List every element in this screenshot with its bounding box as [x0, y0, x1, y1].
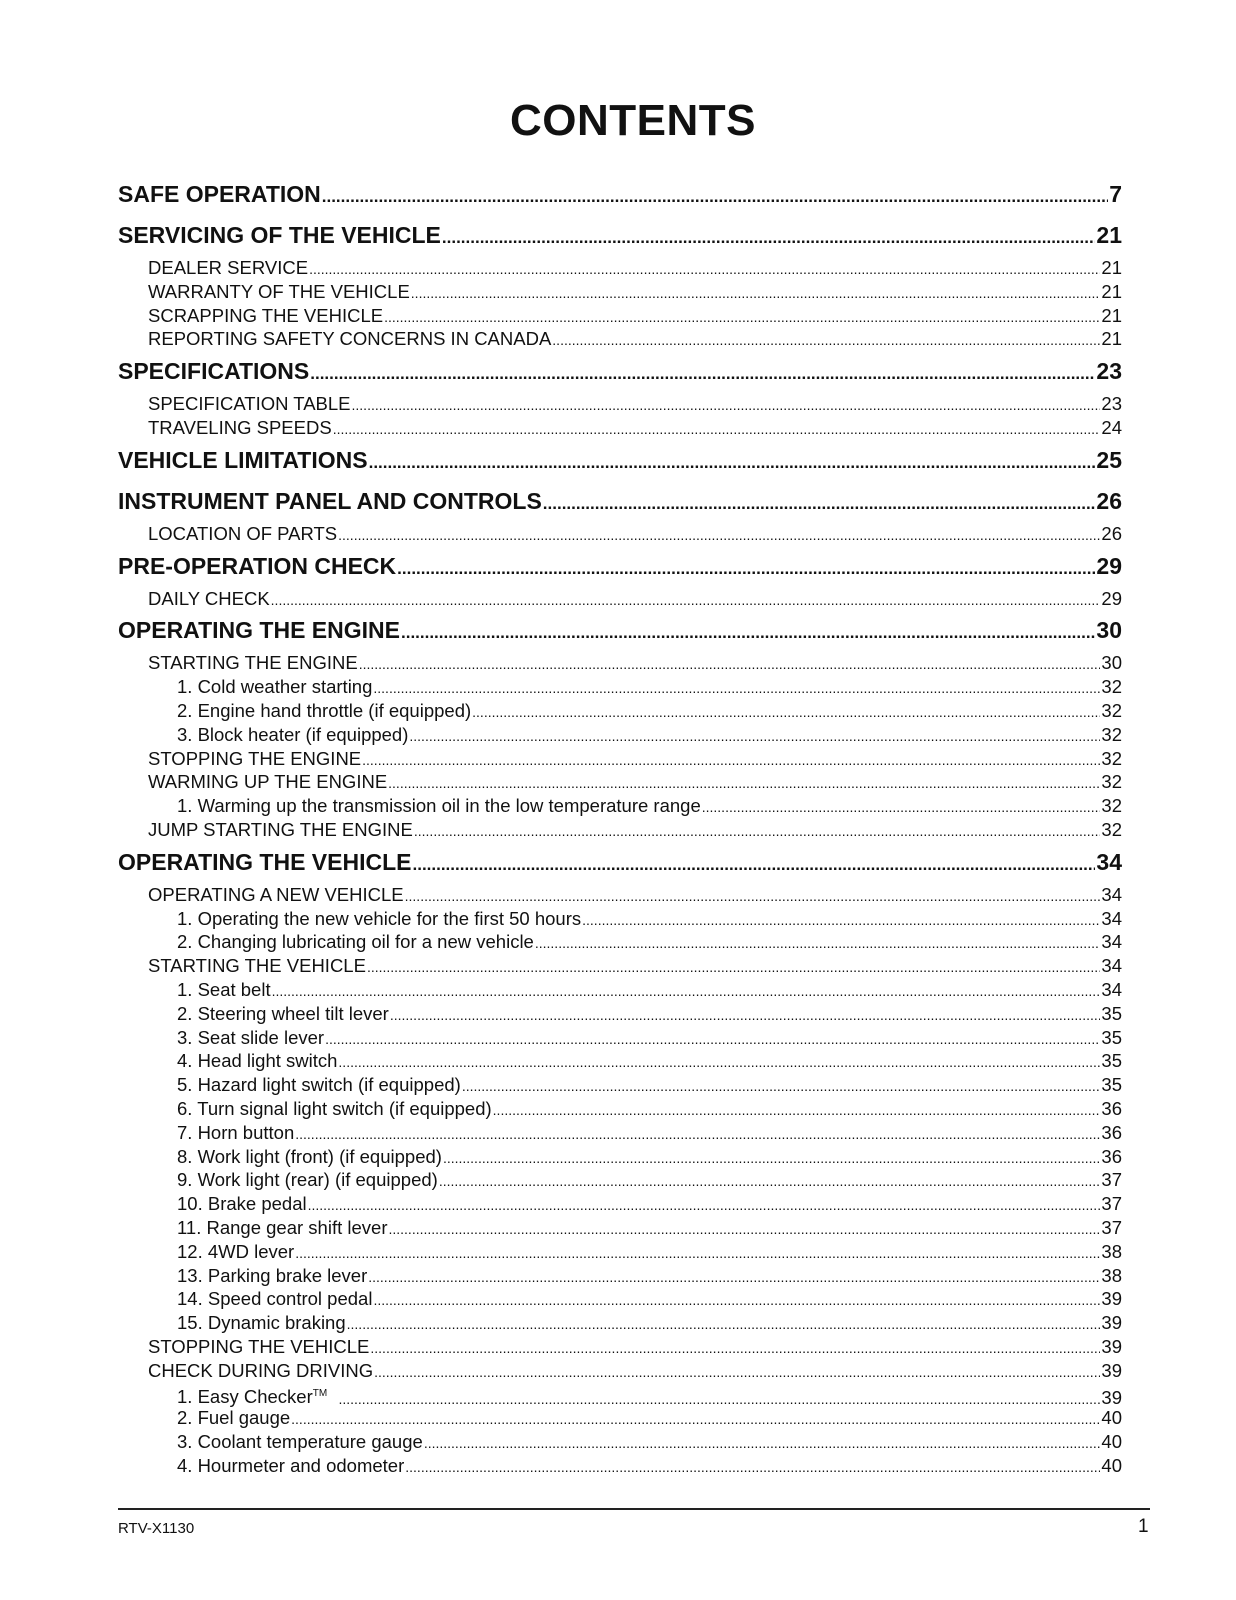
leader-dots: [310, 353, 1095, 394]
toc-page: 30: [1096, 617, 1122, 644]
toc-page: 40: [1101, 1407, 1122, 1429]
footer-divider: [118, 1508, 1150, 1510]
toc-item[interactable]: [118, 1097, 1122, 1121]
leader-dots: [405, 885, 1101, 909]
leader-dots: [414, 820, 1101, 844]
leader-dots: [388, 1218, 1100, 1242]
leader-dots: [443, 1147, 1100, 1171]
footer-page-number: 1: [1138, 1516, 1149, 1537]
toc-label: DEALER SERVICE: [148, 257, 309, 278]
toc-page: 32: [1101, 795, 1122, 817]
toc-section[interactable]: [118, 215, 1122, 256]
toc-label: 15. Dynamic braking: [177, 1312, 346, 1334]
toc-item[interactable]: [118, 1430, 1122, 1454]
toc-page: 37: [1101, 1193, 1122, 1215]
leader-dots: [384, 306, 1100, 330]
leader-dots: [702, 796, 1101, 820]
leader-dots: [333, 418, 1101, 442]
toc-label: 13. Parking brake lever: [177, 1264, 368, 1286]
toc-item[interactable]: [118, 907, 1122, 931]
toc-section[interactable]: [118, 174, 1122, 215]
toc-page: 26: [1096, 487, 1122, 514]
footer-model: RTV-X1130: [118, 1520, 195, 1537]
leader-dots: [370, 1337, 1100, 1361]
toc-page: 32: [1101, 676, 1122, 698]
leader-dots: [439, 1170, 1101, 1194]
toc-label: 4. Head light switch: [177, 1050, 338, 1072]
toc-page: 34: [1101, 955, 1122, 977]
toc-label: 5. Hazard light switch (if equipped): [177, 1074, 461, 1096]
toc-label: 2. Steering wheel tilt lever: [177, 1002, 389, 1024]
toc-page: 29: [1101, 587, 1122, 609]
toc-section[interactable]: [118, 481, 1122, 522]
toc-page: 40: [1101, 1431, 1122, 1453]
toc-label: OPERATING THE VEHICLE: [118, 848, 412, 875]
toc-page: 39: [1101, 1288, 1122, 1310]
toc-item[interactable]: [118, 1049, 1122, 1073]
toc-page: 21: [1101, 328, 1122, 350]
toc-page: 25: [1096, 446, 1122, 473]
leader-dots: [535, 932, 1101, 956]
toc-label: 11. Range gear shift lever: [177, 1216, 388, 1238]
toc-label-text: 1. Easy Checker: [177, 1386, 313, 1408]
leader-dots: [272, 980, 1101, 1004]
toc-label: 2. Changing lubricating oil for a new vehicle: [177, 931, 534, 953]
leader-dots: [362, 749, 1100, 773]
toc-label: 1. Operating the new vehicle for the first 50 hours: [177, 907, 582, 929]
toc-item[interactable]: [118, 1454, 1122, 1478]
leader-dots: [368, 1266, 1100, 1290]
toc-label: OPERATING THE ENGINE: [118, 617, 400, 644]
toc-label: 2. Fuel gauge: [177, 1407, 291, 1429]
leader-dots: [325, 1028, 1100, 1052]
toc-label: TRAVELING SPEEDS: [148, 416, 332, 438]
leader-dots: [309, 258, 1100, 282]
toc-page: 38: [1101, 1264, 1122, 1286]
toc-page: 40: [1101, 1454, 1122, 1476]
toc-item[interactable]: [118, 723, 1122, 747]
toc-item[interactable]: [118, 1026, 1122, 1050]
toc-item[interactable]: [118, 1406, 1122, 1430]
toc-item[interactable]: [118, 1287, 1122, 1311]
leader-dots: [295, 1123, 1100, 1147]
leader-dots: [373, 1289, 1100, 1313]
toc-page: 39: [1101, 1312, 1122, 1334]
leader-dots: [493, 1099, 1101, 1123]
leader-dots: [462, 1075, 1101, 1099]
toc-page: 36: [1101, 1145, 1122, 1167]
toc-page: 21: [1101, 280, 1122, 302]
toc-page: 32: [1101, 723, 1122, 745]
toc-subsection[interactable]: [118, 522, 1122, 546]
toc-label: LOCATION OF PARTS: [148, 522, 338, 544]
toc-section[interactable]: [118, 440, 1122, 481]
toc-subsection[interactable]: [118, 256, 1122, 280]
toc-subsection[interactable]: [118, 818, 1122, 842]
toc-page: 36: [1101, 1121, 1122, 1143]
toc-subsection[interactable]: [118, 280, 1122, 304]
toc-label: 9. Work light (rear) (if equipped): [177, 1169, 438, 1191]
toc-item[interactable]: [118, 699, 1122, 723]
toc-item[interactable]: [118, 1311, 1122, 1335]
toc-label: STARTING THE VEHICLE: [148, 955, 366, 977]
toc-page: 7: [1109, 181, 1122, 207]
leader-dots: [442, 217, 1096, 258]
leader-dots: [352, 394, 1101, 418]
leader-dots: [472, 701, 1100, 725]
toc-item[interactable]: [118, 1264, 1122, 1288]
toc-label: SPECIFICATIONS: [118, 358, 310, 385]
toc-label: STOPPING THE VEHICLE: [148, 1335, 370, 1357]
toc-page: 24: [1101, 416, 1122, 438]
toc-label: 8. Work light (front) (if equipped): [177, 1145, 442, 1167]
toc-section[interactable]: [118, 610, 1122, 651]
toc-item[interactable]: [118, 930, 1122, 954]
toc-subsection[interactable]: [118, 416, 1122, 440]
leader-dots: [369, 442, 1096, 483]
toc-label: 14. Speed control pedal: [177, 1288, 373, 1310]
toc-label: SCRAPPING THE VEHICLE: [148, 304, 384, 326]
toc-label: STARTING THE ENGINE: [148, 652, 358, 674]
leader-dots: [582, 909, 1100, 933]
leader-dots: [338, 1051, 1100, 1075]
toc-subsection[interactable]: [118, 883, 1122, 907]
toc-item[interactable]: [118, 1216, 1122, 1240]
leader-dots: [413, 844, 1096, 885]
toc-item[interactable]: [118, 1168, 1122, 1192]
toc-label: SAFE OPERATION: [118, 181, 321, 207]
toc-subsection[interactable]: [118, 651, 1122, 675]
toc-page: 32: [1101, 818, 1122, 840]
leader-dots: [543, 483, 1096, 524]
toc-item[interactable]: [118, 1382, 1122, 1406]
toc-label: 3. Coolant temperature gauge: [177, 1431, 423, 1453]
toc-label: 7. Horn button: [177, 1121, 295, 1143]
toc-label: OPERATING A NEW VEHICLE: [148, 883, 404, 905]
toc-label: 6. Turn signal light switch (if equipped): [177, 1097, 492, 1119]
toc-label: SERVICING OF THE VEHICLE: [118, 222, 441, 248]
leader-dots: [295, 1242, 1100, 1266]
toc-page: 39: [1101, 1386, 1122, 1408]
toc-label: 2. Engine hand throttle (if equipped): [177, 699, 472, 721]
toc-page: 34: [1101, 978, 1122, 1000]
toc-subsection[interactable]: [118, 304, 1122, 328]
toc-label: 3. Seat slide lever: [177, 1026, 325, 1048]
toc-page: 21: [1101, 304, 1122, 326]
toc-item[interactable]: [118, 1073, 1122, 1097]
toc-label: STOPPING THE ENGINE: [148, 747, 362, 769]
toc-label: JUMP STARTING THE ENGINE: [148, 818, 413, 840]
toc-label: CHECK DURING DRIVING: [148, 1359, 374, 1381]
leader-dots: [424, 1432, 1101, 1456]
leader-dots: [374, 1361, 1100, 1385]
toc-section[interactable]: [118, 842, 1122, 883]
leader-dots: [405, 1456, 1100, 1480]
toc-subsection[interactable]: [118, 327, 1122, 351]
leader-dots: [397, 548, 1095, 589]
toc-label: 1. Cold weather starting: [177, 676, 373, 698]
toc-item[interactable]: [118, 1145, 1122, 1169]
leader-dots: [388, 772, 1100, 796]
toc-page: 34: [1101, 907, 1122, 929]
trademark-symbol: TM: [312, 1388, 328, 1400]
toc-page: 37: [1101, 1169, 1122, 1191]
toc-subsection[interactable]: [118, 747, 1122, 771]
leader-dots: [291, 1408, 1100, 1432]
toc-item[interactable]: [118, 1121, 1122, 1145]
leader-dots: [308, 1194, 1101, 1218]
toc-page: 34: [1101, 883, 1122, 905]
toc-subsection[interactable]: [118, 587, 1122, 611]
toc-section[interactable]: [118, 546, 1122, 587]
toc-page: 32: [1101, 771, 1122, 793]
table-of-contents: [118, 174, 1122, 1478]
toc-page: 34: [1096, 848, 1122, 875]
toc-label: VEHICLE LIMITATIONS: [118, 446, 368, 473]
toc-item[interactable]: [118, 1002, 1122, 1026]
leader-dots: [390, 1004, 1101, 1028]
toc-page: 39: [1101, 1335, 1122, 1357]
toc-label: WARMING UP THE ENGINE: [148, 771, 388, 793]
toc-subsection[interactable]: [118, 1359, 1122, 1383]
toc-page: 21: [1096, 222, 1122, 248]
toc-page: 32: [1101, 699, 1122, 721]
toc-page: 37: [1101, 1216, 1122, 1238]
toc-page: 36: [1101, 1097, 1122, 1119]
leader-dots: [401, 612, 1095, 653]
toc-page: 29: [1096, 552, 1122, 579]
toc-label: 1. Seat belt: [177, 978, 271, 1000]
toc-page: 23: [1101, 393, 1122, 415]
toc-page: 32: [1101, 747, 1122, 769]
toc-subsection[interactable]: [118, 392, 1122, 416]
toc-subsection[interactable]: [118, 770, 1122, 794]
toc-label: PRE-OPERATION CHECK: [118, 552, 397, 579]
page-title: CONTENTS: [510, 96, 756, 145]
toc-subsection[interactable]: [118, 1335, 1122, 1359]
toc-page: 35: [1101, 1074, 1122, 1096]
toc-page: 30: [1101, 652, 1122, 674]
toc-page: 35: [1101, 1002, 1122, 1024]
toc-label: WARRANTY OF THE VEHICLE: [148, 280, 410, 302]
toc-item[interactable]: [118, 1240, 1122, 1264]
toc-label: SPECIFICATION TABLE: [148, 393, 351, 415]
toc-page: 35: [1101, 1050, 1122, 1072]
leader-dots: [359, 653, 1101, 677]
toc-label: 1. Warming up the transmission oil in the low temperature range: [177, 795, 701, 817]
toc-label: 4. Hourmeter and odometer: [177, 1454, 405, 1476]
leader-dots: [411, 282, 1101, 306]
leader-dots: [552, 329, 1100, 353]
toc-label: REPORTING SAFETY CONCERNS IN CANADA: [148, 328, 552, 350]
toc-page: 26: [1101, 522, 1122, 544]
toc-label: INSTRUMENT PANEL AND CONTROLS: [118, 487, 542, 514]
toc-item[interactable]: [118, 794, 1122, 818]
leader-dots: [367, 956, 1100, 980]
toc-page: 23: [1096, 358, 1122, 385]
toc-page: 21: [1101, 257, 1122, 278]
toc-item[interactable]: [118, 1192, 1122, 1216]
leader-dots: [338, 524, 1100, 548]
toc-item[interactable]: [118, 978, 1122, 1002]
toc-label: 10. Brake pedal: [177, 1193, 307, 1215]
toc-label: DAILY CHECK: [148, 587, 270, 609]
toc-page: 38: [1101, 1240, 1122, 1262]
toc-page: 39: [1101, 1359, 1122, 1381]
leader-dots: [322, 176, 1108, 217]
toc-label: 3. Block heater (if equipped): [177, 723, 409, 745]
leader-dots: [373, 677, 1100, 701]
toc-subsection[interactable]: [118, 954, 1122, 978]
toc-section[interactable]: [118, 351, 1122, 392]
toc-label: 12. 4WD lever: [177, 1240, 295, 1262]
leader-dots: [347, 1313, 1101, 1337]
toc-item[interactable]: [118, 675, 1122, 699]
leader-dots: [271, 589, 1101, 613]
toc-page: 34: [1101, 931, 1122, 953]
toc-page: 35: [1101, 1026, 1122, 1048]
leader-dots: [409, 725, 1100, 749]
